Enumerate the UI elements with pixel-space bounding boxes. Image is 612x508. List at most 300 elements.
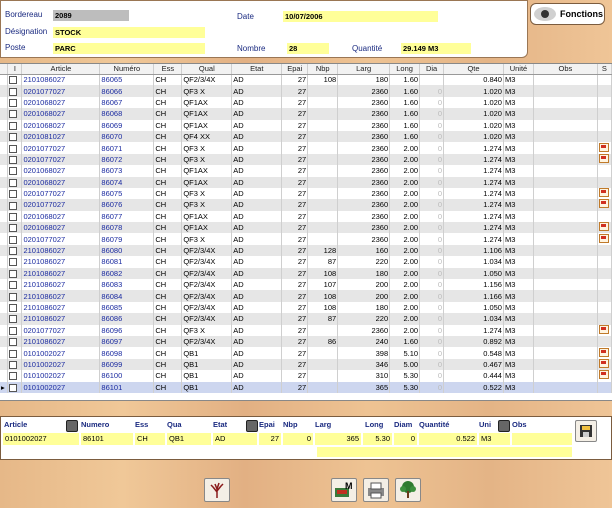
cell-long: 2.00 bbox=[390, 142, 420, 153]
row-marker bbox=[0, 154, 8, 165]
table-row[interactable] bbox=[0, 74, 612, 85]
row-checkbox[interactable] bbox=[8, 313, 22, 324]
cell-s[interactable] bbox=[597, 233, 611, 244]
detail-diam-field[interactable]: 0 bbox=[394, 433, 417, 445]
cell-s[interactable] bbox=[597, 313, 611, 324]
table-row[interactable] bbox=[0, 211, 612, 222]
cell-dia: 0 bbox=[420, 120, 444, 131]
table-row[interactable] bbox=[0, 233, 612, 244]
cell-s[interactable] bbox=[597, 108, 611, 119]
cell-unite: M3 bbox=[503, 359, 533, 370]
cell-unite: M3 bbox=[503, 131, 533, 142]
checkbox-icon[interactable] bbox=[9, 179, 17, 187]
detail-quantite-field[interactable]: 0.522 bbox=[419, 433, 477, 445]
cell-qual: QB1 bbox=[182, 370, 232, 381]
cell-unite: M3 bbox=[503, 120, 533, 131]
cell-s[interactable] bbox=[597, 245, 611, 256]
cell-numero: 86086 bbox=[100, 313, 154, 324]
row-checkbox[interactable] bbox=[8, 256, 22, 267]
cell-dia: 0 bbox=[420, 279, 444, 290]
cell-qte: 0.444 bbox=[444, 370, 504, 381]
row-marker bbox=[0, 131, 8, 142]
detail-article-field[interactable]: 0101002027 bbox=[3, 433, 79, 445]
row-checkbox[interactable] bbox=[8, 131, 22, 142]
row-checkbox[interactable] bbox=[8, 154, 22, 165]
cell-etat: AD bbox=[232, 154, 282, 165]
cell-s[interactable] bbox=[597, 370, 611, 381]
cell-larg: 2360 bbox=[338, 131, 390, 142]
row-checkbox[interactable] bbox=[8, 120, 22, 131]
column-header[interactable]: Etat bbox=[232, 64, 282, 74]
checkbox-icon[interactable] bbox=[9, 110, 17, 118]
table-row[interactable] bbox=[0, 165, 612, 176]
cell-larg: 2360 bbox=[338, 97, 390, 108]
row-marker bbox=[0, 302, 8, 313]
cell-numero: 86099 bbox=[100, 359, 154, 370]
cell-numero: 86072 bbox=[100, 154, 154, 165]
note-icon[interactable] bbox=[599, 359, 609, 368]
note-icon[interactable] bbox=[599, 325, 609, 334]
cell-article: 2101086027 bbox=[22, 245, 100, 256]
cell-etat: AD bbox=[232, 290, 282, 301]
checkbox-icon[interactable] bbox=[9, 327, 17, 335]
cell-dia: 0 bbox=[420, 108, 444, 119]
cell-larg: 2360 bbox=[338, 325, 390, 336]
cell-nbp bbox=[308, 97, 338, 108]
column-header[interactable]: Numéro bbox=[100, 64, 154, 74]
cell-epai: 27 bbox=[282, 120, 308, 131]
detail-panel bbox=[0, 416, 612, 460]
cell-s[interactable] bbox=[597, 290, 611, 301]
cell-s[interactable] bbox=[597, 359, 611, 370]
cell-obs bbox=[533, 336, 597, 347]
cell-s[interactable] bbox=[597, 97, 611, 108]
detail-ess-field[interactable]: CH bbox=[135, 433, 165, 445]
cell-qte: 0.892 bbox=[444, 336, 504, 347]
row-marker bbox=[0, 256, 8, 267]
column-header[interactable]: Unité bbox=[503, 64, 533, 74]
cell-article: 0201077027 bbox=[22, 325, 100, 336]
cell-dia: 0 bbox=[420, 211, 444, 222]
cell-etat: AD bbox=[232, 211, 282, 222]
table-row[interactable] bbox=[0, 245, 612, 256]
cell-obs bbox=[533, 97, 597, 108]
cell-unite: M3 bbox=[503, 74, 533, 85]
cell-s[interactable] bbox=[597, 177, 611, 188]
cell-ess: CH bbox=[154, 302, 182, 313]
cell-ess: CH bbox=[154, 108, 182, 119]
checkbox-icon[interactable] bbox=[9, 281, 17, 289]
cell-article: 0201068027 bbox=[22, 97, 100, 108]
cell-larg: 2360 bbox=[338, 165, 390, 176]
checkbox-icon[interactable] bbox=[9, 304, 17, 312]
cell-long: 5.30 bbox=[390, 370, 420, 381]
cell-long: 1.60 bbox=[390, 108, 420, 119]
cell-larg: 220 bbox=[338, 313, 390, 324]
row-checkbox[interactable] bbox=[8, 199, 22, 210]
row-checkbox[interactable] bbox=[8, 74, 22, 85]
table-row[interactable] bbox=[0, 313, 612, 324]
checkbox-icon[interactable] bbox=[9, 338, 17, 346]
cell-nbp bbox=[308, 85, 338, 96]
cell-qte: 0.522 bbox=[444, 382, 504, 393]
checkbox-icon[interactable] bbox=[9, 88, 17, 96]
fonctions-button[interactable] bbox=[530, 3, 605, 25]
cell-larg: 2360 bbox=[338, 120, 390, 131]
checkbox-icon[interactable] bbox=[9, 372, 17, 380]
table-row[interactable] bbox=[0, 188, 612, 199]
cell-long: 2.00 bbox=[390, 290, 420, 301]
cell-epai: 27 bbox=[282, 154, 308, 165]
column-header[interactable]: Article bbox=[22, 64, 100, 74]
table-row[interactable] bbox=[0, 370, 612, 381]
checkbox-icon[interactable] bbox=[9, 213, 17, 221]
cell-larg: 2360 bbox=[338, 188, 390, 199]
table-row[interactable] bbox=[0, 382, 612, 393]
detail-quantite-label: Quantité bbox=[419, 420, 450, 429]
cell-qual: QF4 XX bbox=[182, 131, 232, 142]
cell-s[interactable] bbox=[597, 85, 611, 96]
checkbox-icon[interactable] bbox=[9, 270, 17, 278]
cell-epai: 27 bbox=[282, 85, 308, 96]
unite-list-icon[interactable] bbox=[498, 420, 510, 432]
machine-button[interactable] bbox=[331, 478, 357, 502]
table-row[interactable] bbox=[0, 108, 612, 119]
column-header[interactable]: Qte bbox=[444, 64, 504, 74]
note-icon[interactable] bbox=[599, 199, 609, 208]
cell-etat: AD bbox=[232, 85, 282, 96]
note-icon[interactable] bbox=[599, 234, 609, 243]
cell-qte: 1.274 bbox=[444, 154, 504, 165]
cell-epai: 27 bbox=[282, 279, 308, 290]
cell-unite: M3 bbox=[503, 142, 533, 153]
checkbox-icon[interactable] bbox=[9, 247, 17, 255]
cell-long: 1.60 bbox=[390, 74, 420, 85]
cell-unite: M3 bbox=[503, 325, 533, 336]
cell-qual: QF2/3/4X bbox=[182, 336, 232, 347]
cell-obs bbox=[533, 256, 597, 267]
checkbox-icon[interactable] bbox=[9, 315, 17, 323]
cell-numero: 86085 bbox=[100, 302, 154, 313]
designation-field[interactable]: STOCK bbox=[53, 27, 205, 38]
cell-s[interactable] bbox=[597, 154, 611, 165]
row-checkbox[interactable] bbox=[8, 97, 22, 108]
table-row[interactable] bbox=[0, 120, 612, 131]
detail-etat-field[interactable]: AD bbox=[213, 433, 257, 445]
table-row[interactable] bbox=[0, 336, 612, 347]
cell-unite: M3 bbox=[503, 256, 533, 267]
cell-s[interactable] bbox=[597, 199, 611, 210]
detail-etat-label: Etat bbox=[213, 420, 228, 429]
print-button[interactable] bbox=[363, 478, 389, 502]
cell-long: 5.30 bbox=[390, 382, 420, 393]
cell-s[interactable] bbox=[597, 222, 611, 233]
table-row[interactable] bbox=[0, 85, 612, 96]
row-checkbox[interactable] bbox=[8, 290, 22, 301]
cell-long: 2.00 bbox=[390, 211, 420, 222]
checkbox-icon[interactable] bbox=[9, 133, 17, 141]
table-row[interactable] bbox=[0, 302, 612, 313]
checkbox-icon[interactable] bbox=[9, 202, 17, 210]
cell-qual: QB1 bbox=[182, 347, 232, 358]
cell-ess: CH bbox=[154, 154, 182, 165]
cell-s[interactable] bbox=[597, 347, 611, 358]
column-header[interactable]: S bbox=[597, 64, 611, 74]
cell-nbp bbox=[308, 154, 338, 165]
cell-epai: 27 bbox=[282, 268, 308, 279]
row-checkbox[interactable] bbox=[8, 245, 22, 256]
cell-nbp bbox=[308, 131, 338, 142]
row-checkbox[interactable] bbox=[8, 382, 22, 393]
row-checkbox[interactable] bbox=[8, 222, 22, 233]
row-checkbox[interactable] bbox=[8, 370, 22, 381]
checkbox-icon[interactable] bbox=[9, 384, 17, 392]
forest-button[interactable] bbox=[395, 478, 421, 502]
cell-s[interactable] bbox=[597, 188, 611, 199]
cell-qte: 1.020 bbox=[444, 97, 504, 108]
cell-etat: AD bbox=[232, 131, 282, 142]
save-button[interactable] bbox=[575, 420, 597, 442]
date-field[interactable]: 10/07/2006 bbox=[283, 11, 438, 22]
cell-s[interactable] bbox=[597, 336, 611, 347]
detail-unite-field[interactable]: M3 bbox=[479, 433, 510, 445]
cell-qte: 1.050 bbox=[444, 302, 504, 313]
cell-qte: 1.156 bbox=[444, 279, 504, 290]
cell-dia: 0 bbox=[420, 359, 444, 370]
column-header[interactable]: I bbox=[8, 64, 22, 74]
row-checkbox[interactable] bbox=[8, 108, 22, 119]
cell-dia: 0 bbox=[420, 290, 444, 301]
cell-article: 0201077027 bbox=[22, 188, 100, 199]
table-row[interactable] bbox=[0, 142, 612, 153]
cell-qte: 1.274 bbox=[444, 177, 504, 188]
cell-article: 0201068027 bbox=[22, 211, 100, 222]
detail-long-field[interactable]: 5.30 bbox=[363, 433, 392, 445]
cell-nbp bbox=[308, 359, 338, 370]
cell-unite: M3 bbox=[503, 336, 533, 347]
cell-qual: QF3 X bbox=[182, 188, 232, 199]
cell-nbp bbox=[308, 199, 338, 210]
checkbox-icon[interactable] bbox=[9, 236, 17, 244]
checkbox-icon[interactable] bbox=[9, 293, 17, 301]
row-checkbox[interactable] bbox=[8, 233, 22, 244]
checkbox-icon[interactable] bbox=[9, 361, 17, 369]
detail-larg-field[interactable]: 365 bbox=[315, 433, 361, 445]
column-header[interactable]: Larg bbox=[338, 64, 390, 74]
cell-ess: CH bbox=[154, 290, 182, 301]
cell-s[interactable] bbox=[597, 131, 611, 142]
detail-extra-field[interactable] bbox=[317, 447, 572, 457]
cell-dia: 0 bbox=[420, 370, 444, 381]
quantite-field[interactable]: 29.149 M3 bbox=[401, 43, 471, 54]
row-checkbox[interactable] bbox=[8, 325, 22, 336]
row-checkbox[interactable] bbox=[8, 359, 22, 370]
note-icon[interactable] bbox=[599, 154, 609, 163]
row-checkbox[interactable] bbox=[8, 177, 22, 188]
table-row[interactable] bbox=[0, 325, 612, 336]
table-row[interactable] bbox=[0, 199, 612, 210]
column-header[interactable]: Qual bbox=[182, 64, 232, 74]
table-row[interactable] bbox=[0, 131, 612, 142]
cell-s[interactable] bbox=[597, 325, 611, 336]
detail-epai-field[interactable]: 27 bbox=[259, 433, 281, 445]
cell-s[interactable] bbox=[597, 256, 611, 267]
row-checkbox[interactable] bbox=[8, 142, 22, 153]
cell-nbp: 87 bbox=[308, 313, 338, 324]
tree-button[interactable] bbox=[204, 478, 230, 502]
cell-s[interactable] bbox=[597, 142, 611, 153]
table-row[interactable] bbox=[0, 154, 612, 165]
checkbox-icon[interactable] bbox=[9, 156, 17, 164]
column-header[interactable]: Dia bbox=[420, 64, 444, 74]
cell-long: 1.60 bbox=[390, 336, 420, 347]
cell-qual: QF1AX bbox=[182, 97, 232, 108]
note-icon[interactable] bbox=[599, 370, 609, 379]
cell-larg: 2360 bbox=[338, 222, 390, 233]
cell-epai: 27 bbox=[282, 302, 308, 313]
poste-field[interactable]: PARC bbox=[53, 43, 205, 54]
cell-qte: 1.034 bbox=[444, 256, 504, 267]
table-row[interactable] bbox=[0, 279, 612, 290]
cell-ess: CH bbox=[154, 177, 182, 188]
cell-s[interactable] bbox=[597, 268, 611, 279]
detail-qua-field[interactable]: QB1 bbox=[167, 433, 211, 445]
cell-qual: QF2/3/4X bbox=[182, 302, 232, 313]
cell-article: 0101002027 bbox=[22, 370, 100, 381]
note-icon[interactable] bbox=[599, 143, 609, 152]
cell-epai: 27 bbox=[282, 108, 308, 119]
cell-s[interactable] bbox=[597, 382, 611, 393]
row-checkbox[interactable] bbox=[8, 85, 22, 96]
table-row[interactable] bbox=[0, 222, 612, 233]
row-checkbox[interactable] bbox=[8, 268, 22, 279]
cell-nbp: 86 bbox=[308, 336, 338, 347]
cell-obs bbox=[533, 382, 597, 393]
cell-s[interactable] bbox=[597, 165, 611, 176]
row-checkbox[interactable] bbox=[8, 188, 22, 199]
cell-s[interactable] bbox=[597, 302, 611, 313]
cell-article: 0201068027 bbox=[22, 165, 100, 176]
cell-ess: CH bbox=[154, 120, 182, 131]
row-checkbox[interactable] bbox=[8, 165, 22, 176]
column-header[interactable]: Obs bbox=[533, 64, 597, 74]
checkbox-icon[interactable] bbox=[9, 76, 17, 84]
checkbox-icon[interactable] bbox=[9, 350, 17, 358]
cell-qual: QB1 bbox=[182, 359, 232, 370]
cell-dia: 0 bbox=[420, 131, 444, 142]
cell-nbp: 108 bbox=[308, 302, 338, 313]
checkbox-icon[interactable] bbox=[9, 99, 17, 107]
cell-dia: 0 bbox=[420, 154, 444, 165]
cell-dia: 0 bbox=[420, 325, 444, 336]
cell-obs bbox=[533, 108, 597, 119]
cell-obs bbox=[533, 370, 597, 381]
table-row[interactable] bbox=[0, 290, 612, 301]
checkbox-icon[interactable] bbox=[9, 122, 17, 130]
checkbox-icon[interactable] bbox=[9, 167, 17, 175]
detail-nbp-field[interactable]: 0 bbox=[283, 433, 313, 445]
cell-article: 0201081027 bbox=[22, 131, 100, 142]
cell-long: 1.60 bbox=[390, 97, 420, 108]
cell-numero: 86096 bbox=[100, 325, 154, 336]
cell-dia: 0 bbox=[420, 85, 444, 96]
cell-s[interactable] bbox=[597, 120, 611, 131]
cell-s[interactable] bbox=[597, 211, 611, 222]
cell-numero: 86084 bbox=[100, 290, 154, 301]
row-marker bbox=[0, 290, 8, 301]
row-marker bbox=[0, 313, 8, 324]
row-marker bbox=[0, 199, 8, 210]
bordereau-field[interactable]: 2089 bbox=[53, 10, 129, 21]
cell-etat: AD bbox=[232, 222, 282, 233]
nombre-field[interactable]: 28 bbox=[287, 43, 329, 54]
cell-long: 2.00 bbox=[390, 233, 420, 244]
cell-etat: AD bbox=[232, 336, 282, 347]
column-header[interactable]: Nbp bbox=[308, 64, 338, 74]
cell-etat: AD bbox=[232, 302, 282, 313]
detail-obs-field[interactable] bbox=[512, 433, 572, 445]
table-row[interactable] bbox=[0, 97, 612, 108]
cell-ess: CH bbox=[154, 233, 182, 244]
cell-s[interactable] bbox=[597, 74, 611, 85]
cell-unite: M3 bbox=[503, 85, 533, 96]
row-checkbox[interactable] bbox=[8, 347, 22, 358]
row-marker bbox=[0, 74, 8, 85]
etat-list-icon[interactable] bbox=[246, 420, 258, 432]
detail-numero-field[interactable]: 86101 bbox=[81, 433, 133, 445]
data-grid[interactable] bbox=[0, 63, 612, 401]
note-icon[interactable] bbox=[599, 188, 609, 197]
checkbox-icon[interactable] bbox=[9, 145, 17, 153]
row-checkbox[interactable] bbox=[8, 302, 22, 313]
row-marker bbox=[0, 97, 8, 108]
note-icon[interactable] bbox=[599, 222, 609, 231]
checkbox-icon[interactable] bbox=[9, 190, 17, 198]
table-row[interactable] bbox=[0, 177, 612, 188]
detail-unite-label: Uni bbox=[479, 420, 492, 429]
column-header[interactable]: Long bbox=[390, 64, 420, 74]
cell-qte: 1.050 bbox=[444, 268, 504, 279]
table-row[interactable] bbox=[0, 256, 612, 267]
cell-ess: CH bbox=[154, 211, 182, 222]
cell-article: 2101086027 bbox=[22, 313, 100, 324]
table-row[interactable] bbox=[0, 268, 612, 279]
cell-dia: 0 bbox=[420, 233, 444, 244]
checkbox-icon[interactable] bbox=[9, 258, 17, 266]
row-checkbox[interactable] bbox=[8, 336, 22, 347]
article-list-icon[interactable] bbox=[66, 420, 78, 432]
table-row[interactable] bbox=[0, 347, 612, 358]
checkbox-icon[interactable] bbox=[9, 224, 17, 232]
column-header[interactable]: Epai bbox=[282, 64, 308, 74]
cell-long: 2.00 bbox=[390, 154, 420, 165]
note-icon[interactable] bbox=[599, 348, 609, 357]
cell-epai: 27 bbox=[282, 131, 308, 142]
cell-s[interactable] bbox=[597, 279, 611, 290]
column-header[interactable]: Ess bbox=[154, 64, 182, 74]
cell-obs bbox=[533, 142, 597, 153]
cell-qte: 0.467 bbox=[444, 359, 504, 370]
table-row[interactable] bbox=[0, 359, 612, 370]
cell-etat: AD bbox=[232, 325, 282, 336]
cell-epai: 27 bbox=[282, 256, 308, 267]
grid-table bbox=[0, 64, 612, 393]
cell-unite: M3 bbox=[503, 154, 533, 165]
row-marker bbox=[0, 325, 8, 336]
cell-obs bbox=[533, 188, 597, 199]
row-checkbox[interactable] bbox=[8, 279, 22, 290]
row-checkbox[interactable] bbox=[8, 211, 22, 222]
